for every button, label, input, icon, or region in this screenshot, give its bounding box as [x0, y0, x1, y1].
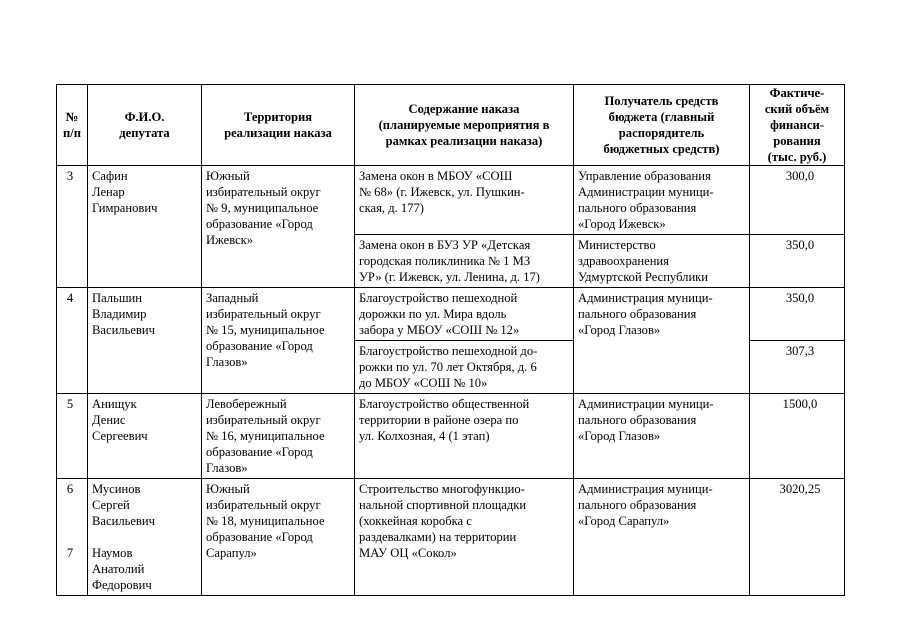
- funding-amount: 300,0: [750, 166, 845, 235]
- row-number: 6 7: [57, 479, 88, 596]
- territory: Левобережный избирательный округ № 16, муниципальное образование «Город Глазов»: [202, 394, 355, 479]
- order-content: Благоустройство пешеходной до- рожки по ул. 70 лет Октября, д. 6 до МБОУ «СОШ № 10»: [355, 341, 574, 394]
- order-content: Строительство многофункцио- нальной спортивной площадки (хоккейная коробка с раздевалками) на территории МАУ ОЦ «Сокол»: [355, 479, 574, 596]
- header-content: Содержание наказа (планируемые мероприятия в рамках реализации наказа): [355, 85, 574, 166]
- budget-recipient: Управление образования Администрации муници- пального образования «Город Ижевск»: [574, 166, 750, 235]
- funding-amount: 350,0: [750, 235, 845, 288]
- budget-recipient: Администрации муници- пального образования «Город Глазов»: [574, 394, 750, 479]
- deputy-name: Сафин Ленар Гимранович: [88, 166, 202, 288]
- row-number: 5: [57, 394, 88, 479]
- order-content: Благоустройство пешеходной дорожки по ул. Мира вдоль забора у МБОУ «СОШ № 12»: [355, 288, 574, 341]
- funding-amount: 307,3: [750, 341, 845, 394]
- row-number: 3: [57, 166, 88, 288]
- header-name: Ф.И.О. депутата: [88, 85, 202, 166]
- order-content: Замена окон в БУЗ УР «Детская городская поликлиника № 1 МЗ УР» (г. Ижевск, ул. Ленина, д. 17): [355, 235, 574, 288]
- orders-table: [56, 84, 845, 596]
- budget-recipient: Министерство здравоохранения Удмуртской Республики: [574, 235, 750, 288]
- table-row: [57, 394, 845, 479]
- territory: Южный избирательный округ № 18, муниципальное образование «Город Сарапул»: [202, 479, 355, 596]
- budget-recipient: Администрация муници- пального образования «Город Сарапул»: [574, 479, 750, 596]
- table-row: [57, 288, 845, 341]
- row-number: 4: [57, 288, 88, 394]
- funding-amount: 1500,0: [750, 394, 845, 479]
- territory: Южный избирательный округ № 9, муниципальное образование «Город Ижевск»: [202, 166, 355, 288]
- order-content: Благоустройство общественной территории в районе озера по ул. Колхозная, 4 (1 этап): [355, 394, 574, 479]
- territory: Западный избирательный округ № 15, муниципальное образование «Город Глазов»: [202, 288, 355, 394]
- budget-recipient: Администрация муници- пального образования «Город Глазов»: [574, 288, 750, 394]
- header-row: [57, 85, 845, 166]
- deputy-name: Пальшин Владимир Васильевич: [88, 288, 202, 394]
- header-num: № п/п: [57, 85, 88, 166]
- table-row: [57, 479, 845, 596]
- order-content: Замена окон в МБОУ «СОШ № 68» (г. Ижевск, ул. Пушкин- ская, д. 177): [355, 166, 574, 235]
- header-territory: Территория реализации наказа: [202, 85, 355, 166]
- deputy-name: Анищук Денис Сергеевич: [88, 394, 202, 479]
- funding-amount: 350,0: [750, 288, 845, 341]
- header-recipient: Получатель средств бюджета (главный распорядитель бюджетных средств): [574, 85, 750, 166]
- funding-amount: 3020,25: [750, 479, 845, 596]
- header-amount: Фактиче- ский объём финанси- рования (тыс. руб.): [750, 85, 845, 166]
- table-row: [57, 166, 845, 235]
- deputy-name: Мусинов Сергей Васильевич Наумов Анатолий Федорович: [88, 479, 202, 596]
